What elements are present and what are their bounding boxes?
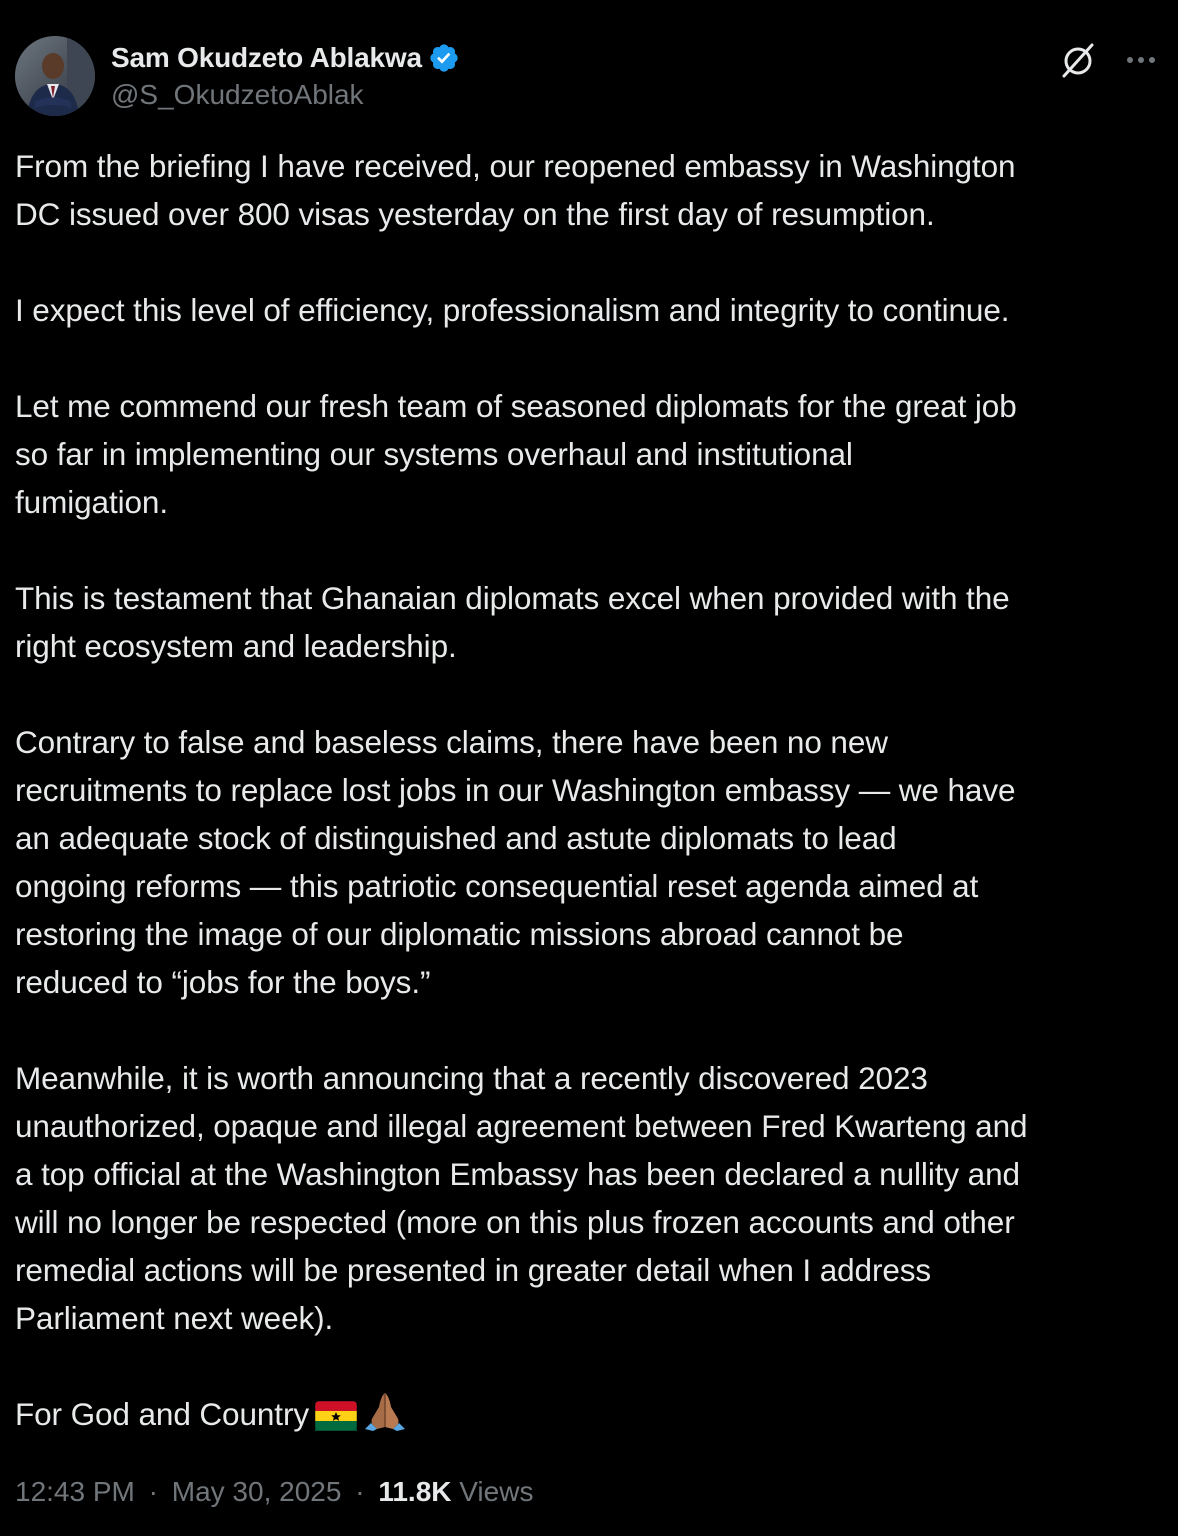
tweet-closing-line [15,1390,1165,1444]
tweet-header [15,36,1158,116]
tweet-paragraph: This is testament that Ghanaian diplomats excel when provided with the right ecosystem and leadership. [15,580,1010,664]
verified-badge-icon[interactable] [428,42,460,74]
tweet-closing-text: For God and Country [15,1396,309,1432]
display-name-row [111,39,460,77]
folded-hands-icon [363,1391,407,1444]
tweet-text [15,142,1165,1444]
tweet-paragraph: I expect this level of efficiency, professionalism and integrity to continue. [15,292,1010,328]
tweet-meta [15,1472,533,1512]
meta-separator: · [148,1476,158,1507]
display-name[interactable]: Sam Okudzeto Ablakwa [111,42,422,73]
grok-icon[interactable] [1058,40,1098,80]
handle[interactable]: @S_OkudzetoAblak [111,79,364,110]
tweet-paragraph: Let me commend our fresh team of seasoned diplomats for the great job so far in implementing our systems overhaul and institutional fumigation. [15,388,1017,520]
views-label: Views [459,1476,534,1507]
ghana-flag-icon [315,1396,357,1444]
views-count[interactable]: 11.8K [378,1476,452,1507]
tweet-date[interactable]: May 30, 2025 [171,1476,342,1507]
tweet-paragraph: From the briefing I have received, our reopened embassy in Washington DC issued over 800 visas yesterday on the first day of resumption. [15,148,1016,232]
avatar-photo-icon [15,36,95,116]
tweet-paragraph: Meanwhile, it is worth announcing that a recently discovered 2023 unauthorized, opaque and illegal agreement between Fred Kwarteng and a top official at the Washington Embassy has been declared a nullity and will no longer be respected (more on this plus frozen accounts and other remedial actions will be presented in greater detail when I address Parliament next week). [15,1060,1028,1336]
author-names [111,39,460,113]
more-icon[interactable] [1124,40,1158,80]
meta-separator: · [355,1476,365,1507]
tweet-paragraph: Contrary to false and baseless claims, there have been no new recruitments to replace lost jobs in our Washington embassy — we have an adequate stock of distinguished and astute diplomats to lead ongoing reforms — this patriotic consequential reset agenda aimed at restoring the image of our diplomatic missions abroad cannot be reduced to “jobs for the boys.” [15,724,1016,1000]
avatar[interactable] [15,36,95,116]
top-actions [1058,40,1158,80]
tweet-time[interactable]: 12:43 PM [15,1476,135,1507]
